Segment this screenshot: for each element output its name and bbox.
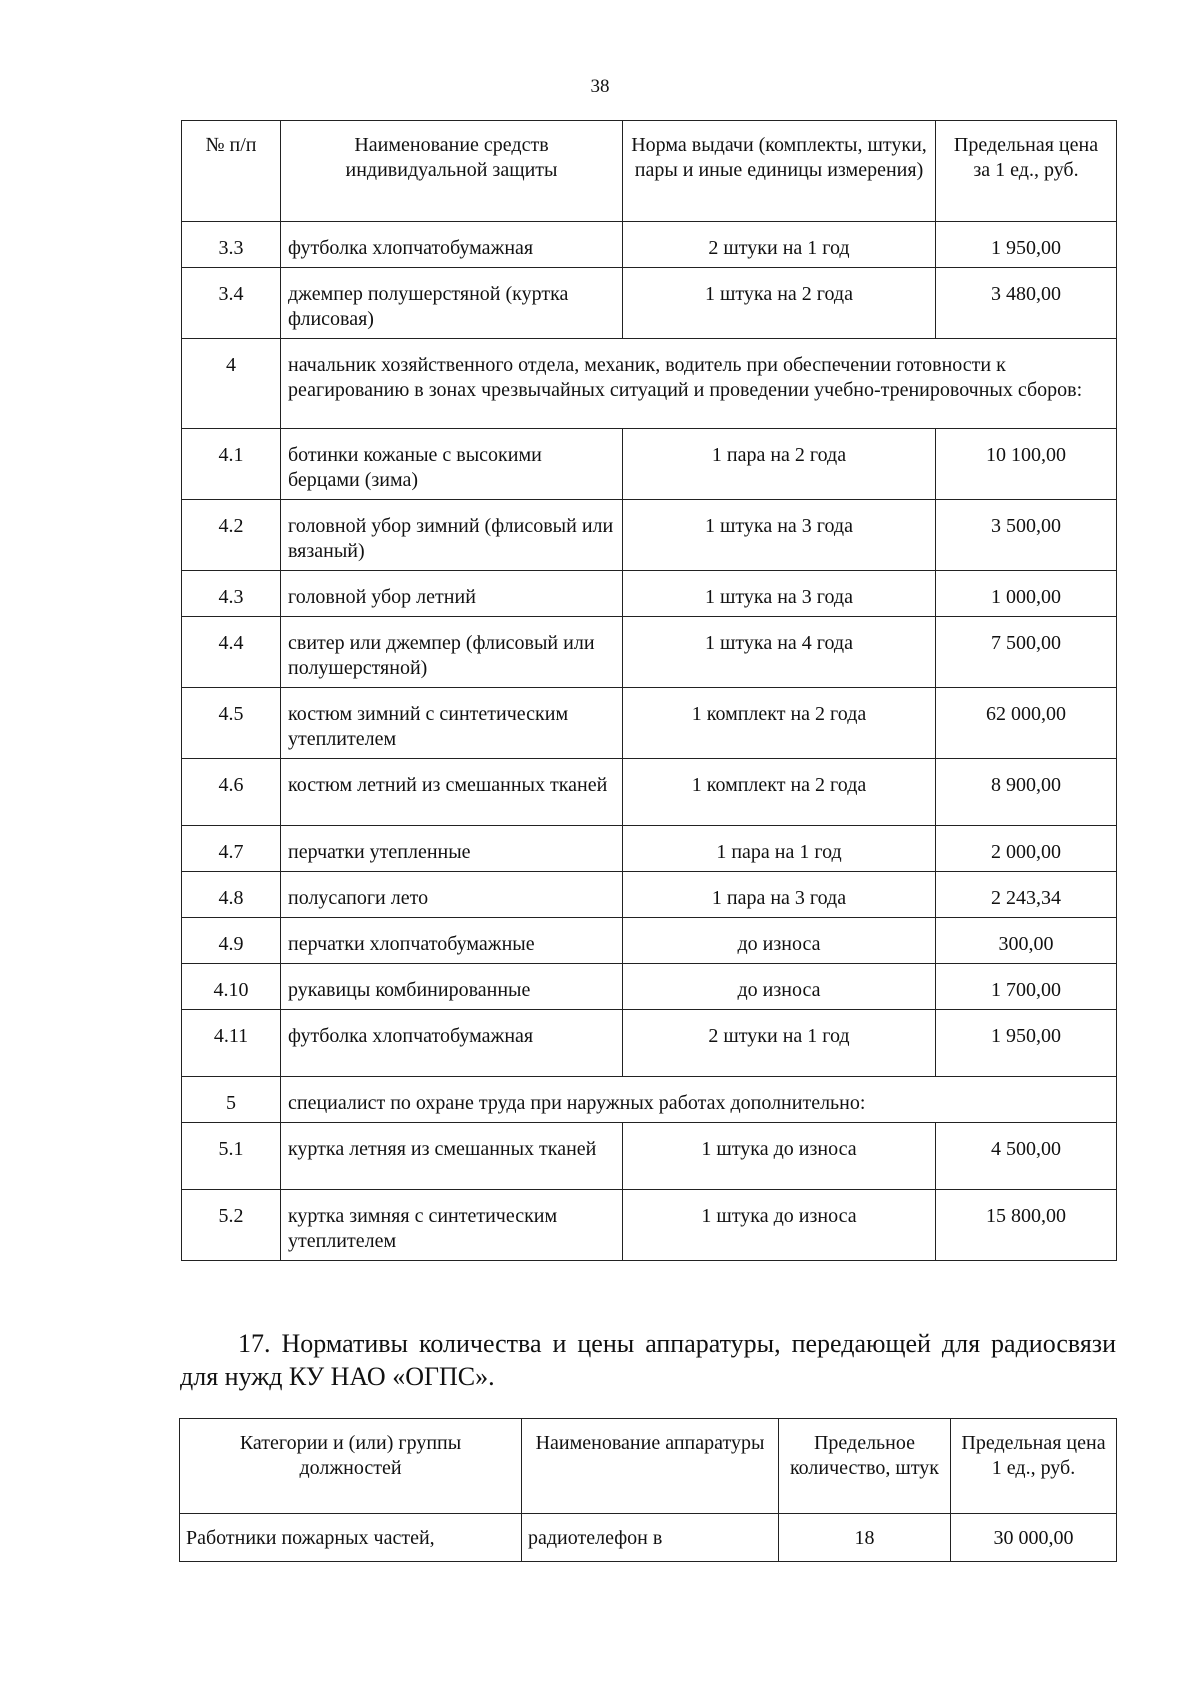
table-row xyxy=(182,500,1117,571)
row-number: 5.1 xyxy=(182,1123,281,1190)
issue-norm: 1 пара на 3 года xyxy=(623,872,936,918)
item-name: костюм зимний с синтетическим утеплителем xyxy=(281,688,623,759)
row-number: 4 xyxy=(182,339,281,429)
max-price: 1 000,00 xyxy=(936,571,1117,617)
table-row xyxy=(182,964,1117,1010)
row-number: 4.1 xyxy=(182,429,281,500)
item-name: свитер или джемпер (флисовый или полушерстяной) xyxy=(281,617,623,688)
table-row xyxy=(182,222,1117,268)
item-name: футболка хлопчатобумажная xyxy=(281,222,623,268)
table-row xyxy=(182,688,1117,759)
item-name: костюм летний из смешанных тканей xyxy=(281,759,623,826)
issue-norm: 1 комплект на 2 года xyxy=(623,688,936,759)
item-name: футболка хлопчатобумажная xyxy=(281,1010,623,1077)
position-category: Работники пожарных частей, xyxy=(180,1514,522,1562)
issue-norm: 1 штука до износа xyxy=(623,1190,936,1261)
table-row xyxy=(182,872,1117,918)
max-price: 1 950,00 xyxy=(936,1010,1117,1077)
issue-norm: 1 штука на 4 года xyxy=(623,617,936,688)
section-17-title: 17. Нормативы количества и цены аппаратуры, передающей для радиосвязи для нужд КУ НАО «ОГПС». xyxy=(180,1329,1116,1391)
issue-norm: 1 штука на 3 года xyxy=(623,571,936,617)
row-number: 5.2 xyxy=(182,1190,281,1261)
issue-norm: 1 комплект на 2 года xyxy=(623,759,936,826)
header-max-quantity: Предельное количество, штук xyxy=(779,1419,951,1514)
max-price: 4 500,00 xyxy=(936,1123,1117,1190)
header-max-price: Предельная цена 1 ед., руб. xyxy=(951,1419,1117,1514)
table-row xyxy=(182,268,1117,339)
table-row xyxy=(182,918,1117,964)
issue-norm: до износа xyxy=(623,964,936,1010)
equipment-name: радиотелефон в xyxy=(522,1514,779,1562)
table-row xyxy=(182,1010,1117,1077)
table-row xyxy=(182,571,1117,617)
max-price: 300,00 xyxy=(936,918,1117,964)
item-name: перчатки хлопчатобумажные xyxy=(281,918,623,964)
item-name: куртка летняя из смешанных тканей xyxy=(281,1123,623,1190)
row-number: 4.2 xyxy=(182,500,281,571)
item-name: куртка зимняя с синтетическим утеплителем xyxy=(281,1190,623,1261)
row-number: 4.5 xyxy=(182,688,281,759)
max-price: 3 500,00 xyxy=(936,500,1117,571)
max-price: 8 900,00 xyxy=(936,759,1117,826)
section-description: специалист по охране труда при наружных работах дополнительно: xyxy=(281,1077,1117,1123)
ppe-table-body xyxy=(182,222,1117,1261)
issue-norm: 1 пара на 1 год xyxy=(623,826,936,872)
item-name: джемпер полушерстяной (куртка флисовая) xyxy=(281,268,623,339)
header-max-price: Предельная цена за 1 ед., руб. xyxy=(936,121,1117,222)
header-item-name: Наименование средств индивидуальной защиты xyxy=(281,121,623,222)
radio-equipment-table xyxy=(179,1418,1117,1562)
issue-norm: 1 штука на 3 года xyxy=(623,500,936,571)
max-price: 1 700,00 xyxy=(936,964,1117,1010)
header-number: № п/п xyxy=(182,121,281,222)
max-price: 7 500,00 xyxy=(936,617,1117,688)
table-row xyxy=(182,759,1117,826)
item-name: полусапоги лето xyxy=(281,872,623,918)
row-number: 4.11 xyxy=(182,1010,281,1077)
item-name: ботинки кожаные с высокими берцами (зима) xyxy=(281,429,623,500)
max-price: 30 000,00 xyxy=(951,1514,1117,1562)
section-description: начальник хозяйственного отдела, механик, водитель при обеспечении готовности к реагированию в зонах чрезвычайных ситуаций и проведении учебно-тренировочных сборов: xyxy=(281,339,1117,429)
issue-norm: 1 штука до износа xyxy=(623,1123,936,1190)
max-price: 2 000,00 xyxy=(936,826,1117,872)
max-price: 15 800,00 xyxy=(936,1190,1117,1261)
item-name: перчатки утепленные xyxy=(281,826,623,872)
header-position-category: Категории и (или) группы должностей xyxy=(180,1419,522,1514)
row-number: 4.4 xyxy=(182,617,281,688)
row-number: 4.6 xyxy=(182,759,281,826)
header-issue-norm: Норма выдачи (комплекты, штуки, пары и иные единицы измерения) xyxy=(623,121,936,222)
row-number: 4.7 xyxy=(182,826,281,872)
issue-norm: 2 штуки на 1 год xyxy=(623,1010,936,1077)
table-row xyxy=(182,1190,1117,1261)
table-row xyxy=(180,1514,1117,1562)
ppe-norms-table xyxy=(181,120,1117,1261)
row-number: 4.9 xyxy=(182,918,281,964)
max-quantity: 18 xyxy=(779,1514,951,1562)
row-number: 3.3 xyxy=(182,222,281,268)
row-number: 5 xyxy=(182,1077,281,1123)
row-number: 4.3 xyxy=(182,571,281,617)
issue-norm: 2 штуки на 1 год xyxy=(623,222,936,268)
max-price: 2 243,34 xyxy=(936,872,1117,918)
page-number: 38 xyxy=(590,76,610,97)
item-name: головной убор зимний (флисовый или вязаный) xyxy=(281,500,623,571)
table-header-row xyxy=(182,121,1117,222)
issue-norm: до износа xyxy=(623,918,936,964)
row-number: 4.8 xyxy=(182,872,281,918)
section-row xyxy=(182,1077,1117,1123)
max-price: 10 100,00 xyxy=(936,429,1117,500)
max-price: 3 480,00 xyxy=(936,268,1117,339)
item-name: головной убор летний xyxy=(281,571,623,617)
max-price: 1 950,00 xyxy=(936,222,1117,268)
item-name: рукавицы комбинированные xyxy=(281,964,623,1010)
radio-table-body xyxy=(180,1514,1117,1562)
issue-norm: 1 штука на 2 года xyxy=(623,268,936,339)
issue-norm: 1 пара на 2 года xyxy=(623,429,936,500)
max-price: 62 000,00 xyxy=(936,688,1117,759)
header-equipment-name: Наименование аппаратуры xyxy=(522,1419,779,1514)
row-number: 4.10 xyxy=(182,964,281,1010)
section-row xyxy=(182,339,1117,429)
table-header-row xyxy=(180,1419,1117,1514)
table-row xyxy=(182,429,1117,500)
table-row xyxy=(182,617,1117,688)
table-row xyxy=(182,826,1117,872)
row-number: 3.4 xyxy=(182,268,281,339)
table-row xyxy=(182,1123,1117,1190)
